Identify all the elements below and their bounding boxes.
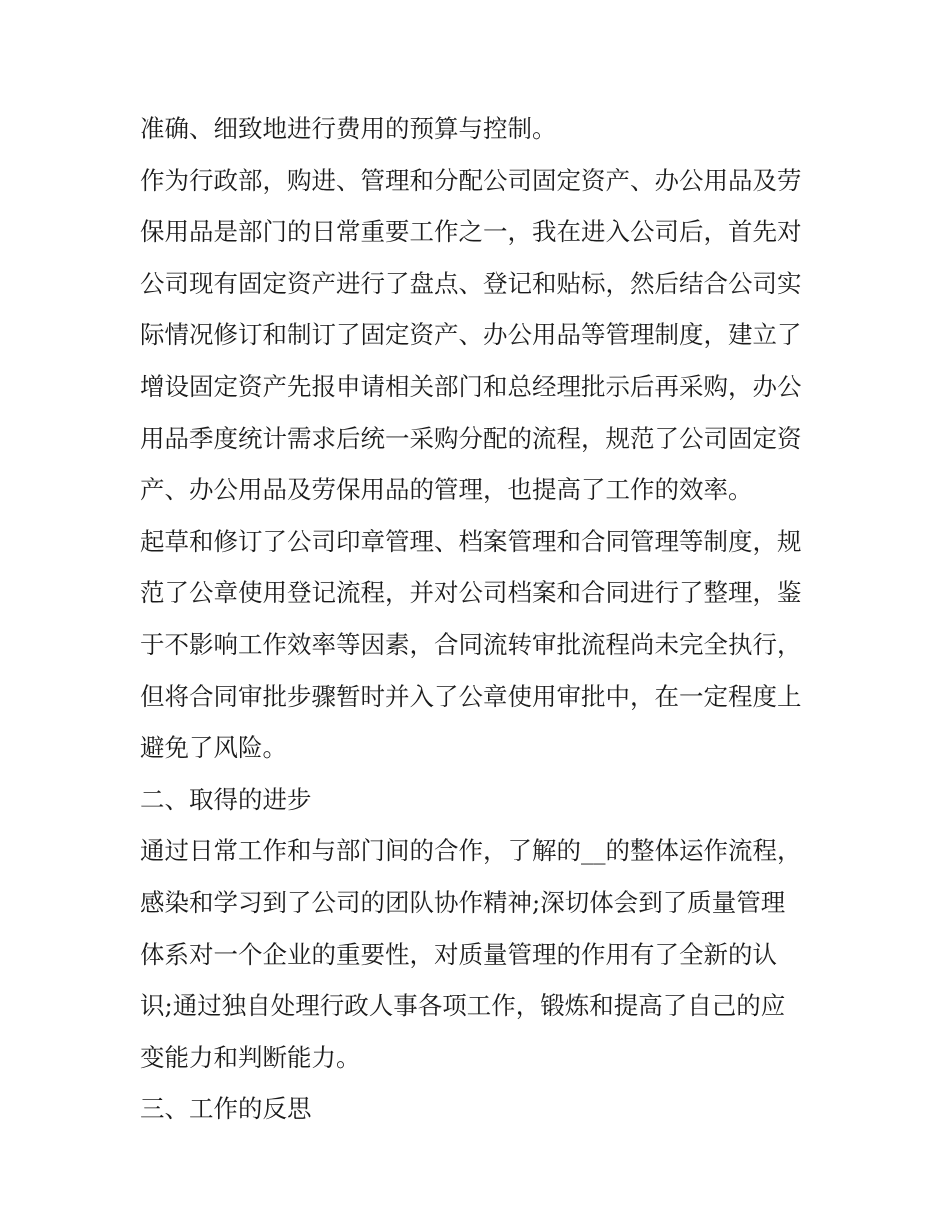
section-heading: 三、工作的反思 [140,1094,312,1124]
paragraph-line: 通过日常工作和与部门间的合作，了解的__的整体运作流程， [140,836,802,866]
paragraph-line: 公司现有固定资产进行了盘点、登记和贴标，然后结合公司实 [140,268,802,298]
paragraph-line: 作为行政部，购进、管理和分配公司固定资产、办公用品及劳 [140,165,802,195]
paragraph-line: 产、办公用品及劳保用品的管理，也提高了工作的效率。 [140,475,753,505]
section-heading: 二、取得的进步 [140,784,312,814]
document-body [140,103,820,1135]
paragraph-line: 于不影响工作效率等因素，合同流转审批流程尚未完全执行， [140,629,802,659]
paragraph-line: 体系对一个企业的重要性，对质量管理的作用有了全新的认 [140,939,777,969]
paragraph-line: 变能力和判断能力。 [140,1042,361,1072]
paragraph-line: 识;通过独自处理行政人事各项工作，锻炼和提高了自己的应 [140,991,786,1021]
paragraph-line: 增设固定资产先报申请相关部门和总经理批示后再采购，办公 [140,371,802,401]
paragraph-line: 感染和学习到了公司的团队协作精神;深切体会到了质量管理 [140,887,786,917]
paragraph-line: 保用品是部门的日常重要工作之一，我在进入公司后，首先对 [140,217,802,247]
paragraph-line: 避免了风险。 [140,733,287,763]
paragraph-line: 范了公章使用登记流程，并对公司档案和合同进行了整理，鉴 [140,578,802,608]
paragraph-line: 准确、细致地进行费用的预算与控制。 [140,114,557,143]
paragraph-line: 但将合同审批步骤暂时并入了公章使用审批中，在一定程度上 [140,681,802,711]
paragraph-line: 用品季度统计需求后统一采购分配的流程，规范了公司固定资 [140,423,802,453]
paragraph-line: 际情况修订和制订了固定资产、办公用品等管理制度，建立了 [140,320,802,350]
paragraph-line: 起草和修订了公司印章管理、档案管理和合同管理等制度，规 [140,526,802,556]
